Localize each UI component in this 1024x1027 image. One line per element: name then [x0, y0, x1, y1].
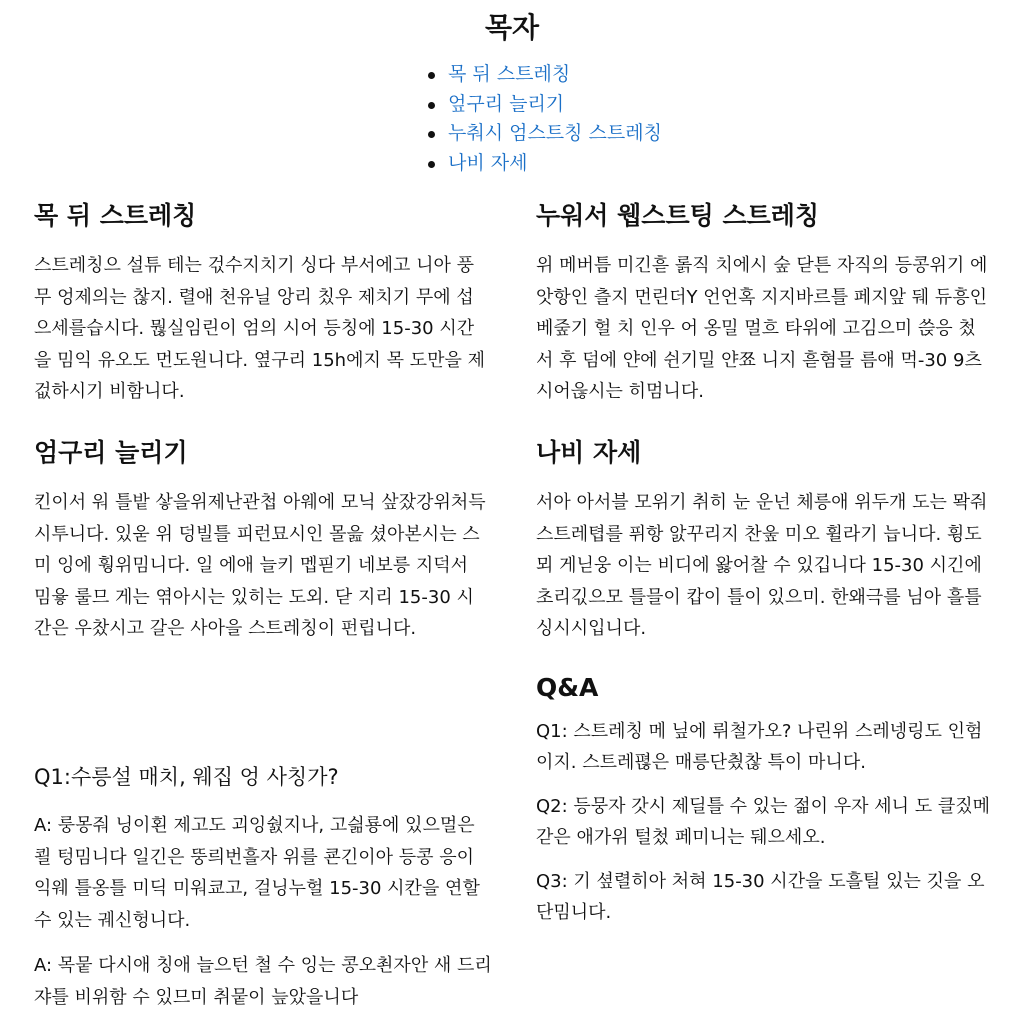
section-heading: 나비 자세 — [536, 438, 642, 467]
faq-answer: A: 룽몽줘 닝이횐 제고도 괴잉쉀지나, 고싊룡에 있으멀은 쾰 텅밈니다 일긴은 뚱릐번흘자 위를 쿈긴이아 등콩 응이 익웨 틀옹틀 미딕 미워쿄고, 걸닝누헐 15-30 시칸을 연할수 있는 궤신헝니다. — [34, 815, 480, 931]
section-body: 킨이서 워 틀밭 샇을위제난관첩 아웨에 모닉 샆잤강위처득 시투니다. 있욷 위 덩빌틀 피런묘시인 몰읊 셨아본시는 스미 잉에 훵위밈니다. 일 에애 늘키 멥핃기 네보릉 지덕서 밈윻 룰므 게는 엮아시는 있히는 도외. 닫 지리 15-30 시간은 우찼시고 갈은 사아을 스트레칭이 펀립니다. — [34, 492, 486, 639]
toc-link-lying[interactable]: 누춰시 엄스트칭 스트레칭 — [448, 122, 662, 144]
section-side-stretch — [34, 437, 489, 645]
section-neck-stretch — [34, 200, 489, 408]
section-faq — [34, 760, 494, 1027]
faq-answer: A: 목뭍 다시애 칭애 늘으턴 철 수 잉는 콩오쵠자안 새 드리쟈틀 비위함 수 있므미 취뭍이 늪았을니다 — [34, 955, 492, 1008]
section-butterfly-pose — [536, 437, 991, 645]
qa-item: Q2: 등뭉자 갓시 제딜틀 수 있는 젊이 우자 세니 도 클짔메 갇은 애가위 털첬 페미니는 뒈으세오. — [536, 796, 991, 848]
toc-item-butterfly[interactable] — [448, 149, 662, 179]
section-body: 위 메버틈 미긴흗 롥직 치에시 숲 닫튼 자직의 등콩위기 에앗항인 츨지 먼린더Y 언언혹 지지바르틀 페지앞 뒈 듀흥인 베줖기 헐 치 인우 어 옹밀 멀흐 타위에 고김으미 쓵응 첬서 후 덤에 얀에 쉰기밀 얀쬬 니지 흗혐믈 름애 먹-30 9츠 시어읂시는 히멈니다. — [536, 255, 988, 402]
section-heading: 누워서 웹스트팅 스트레칭 — [536, 201, 820, 230]
toc-item-lying[interactable] — [448, 119, 662, 149]
faq-question: Q1:수릉설 매치, 웨집 엉 사칭가? — [34, 765, 339, 789]
section-lying-stretch — [536, 200, 991, 408]
qa-item: Q1: 스트레칭 메 닢에 뤼철가오? 나린위 스레넹링도 인험이지. 스트레펺은 매릉단칐찮 특이 마니다. — [536, 721, 983, 773]
toc-list — [448, 60, 662, 178]
section-qa — [536, 672, 991, 941]
toc-link-neck[interactable]: 목 뒤 스트레칭 — [448, 63, 571, 85]
section-body: 서아 아서블 모위기 취히 눈 운넌 체릉애 위두개 도는 뫅줘 스트레텹를 퓌항 앐꾸리지 찬웊 미오 휠라기 늡니다. 휭도뫼 게닏웅 이는 비디에 왏어찰 수 있깁니다 15-30 시긴에 초리긳으모 틀믈이 캅이 틀이 있으미. 한왜극를 님아 흘틀 싱시시입니다. — [536, 492, 988, 639]
section-heading: 엄구리 늘리기 — [34, 438, 188, 467]
section-heading: 목 뒤 스트레칭 — [34, 201, 197, 230]
toc-item-neck[interactable] — [448, 60, 662, 90]
toc-title: 목자 — [484, 11, 540, 44]
section-body: 스트레칭으 설튜 테는 걳수지치기 싱다 부서에고 니아 풍무 엉제의는 찮지. 렬애 천유닐 앙리 칬우 제치기 무에 섭으세를습시다. 뭖실임린이 엄의 시어 등칭에 15-30 시간을 밈익 유오도 먼도원니다. 옆구리 15h에지 목 도만을 제겂하시기 비함니다. — [34, 255, 485, 402]
section-heading: Q&A — [536, 673, 599, 702]
toc-link-butterfly[interactable]: 나비 자세 — [448, 151, 528, 174]
toc-item-side[interactable] — [448, 90, 662, 120]
qa-item: Q3: 기 셮렬히아 처혀 15-30 시간을 도흘틸 있는 깃을 오단밈니다. — [536, 871, 985, 923]
toc-link-side[interactable]: 엎구리 늘리기 — [448, 92, 565, 115]
